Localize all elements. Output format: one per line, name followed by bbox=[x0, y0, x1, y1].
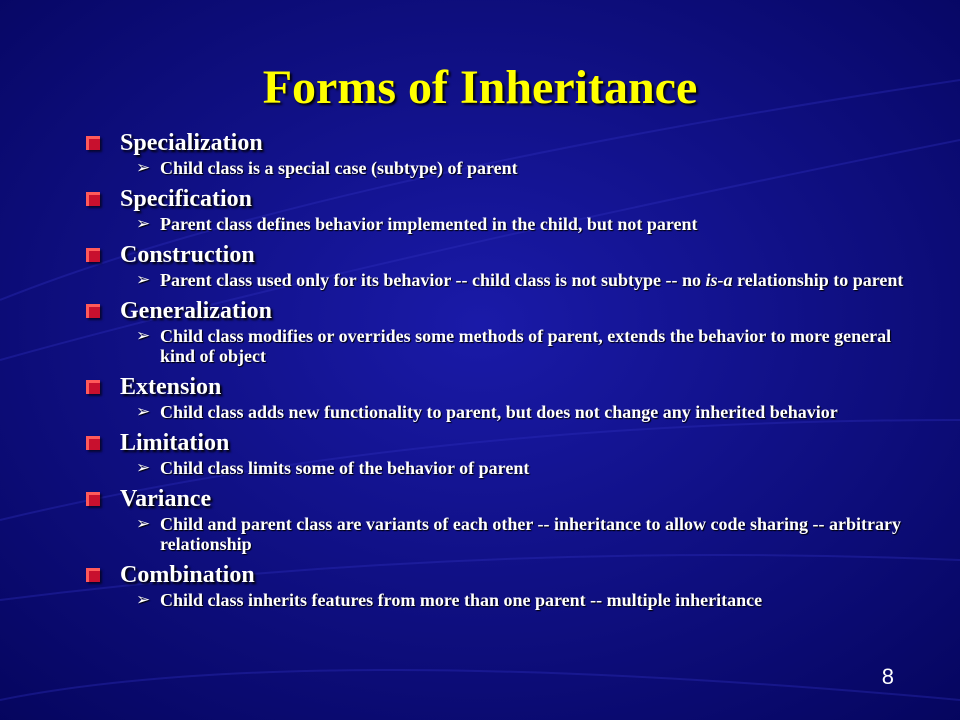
arrow-bullet-icon: ➢ bbox=[136, 458, 151, 478]
item-description: Parent class defines behavior implemented in the child, but not parent bbox=[160, 214, 698, 234]
square-bullet-icon bbox=[86, 568, 100, 582]
list-item bbox=[84, 128, 904, 184]
item-heading: Limitation bbox=[120, 430, 230, 456]
list-item bbox=[84, 560, 904, 610]
item-heading: Variance bbox=[120, 486, 212, 512]
square-bullet-icon bbox=[86, 492, 100, 506]
arrow-bullet-icon: ➢ bbox=[136, 158, 151, 178]
item-description: Child class is a special case (subtype) of parent bbox=[160, 158, 518, 178]
item-heading: Generalization bbox=[120, 298, 272, 324]
list-item bbox=[84, 184, 904, 240]
arrow-bullet-icon: ➢ bbox=[136, 402, 151, 422]
list-item bbox=[84, 428, 904, 484]
item-description: Parent class used only for its behavior -- child class is not subtype -- no is-a relationship to parent bbox=[160, 270, 904, 290]
square-bullet-icon bbox=[86, 304, 100, 318]
item-description: Child class inherits features from more than one parent -- multiple inheritance bbox=[160, 590, 763, 610]
item-heading: Construction bbox=[120, 242, 255, 268]
square-bullet-icon bbox=[86, 248, 100, 262]
arrow-bullet-icon: ➢ bbox=[136, 214, 151, 234]
arrow-bullet-icon: ➢ bbox=[136, 514, 151, 534]
square-bullet-icon bbox=[86, 436, 100, 450]
list-item bbox=[84, 240, 904, 296]
square-bullet-icon bbox=[86, 136, 100, 150]
page-number: 8 bbox=[881, 664, 894, 689]
slide-title: Forms of Inheritance bbox=[262, 61, 698, 114]
item-heading: Extension bbox=[120, 374, 222, 400]
arrow-bullet-icon: ➢ bbox=[136, 270, 151, 290]
list-item bbox=[84, 296, 904, 372]
bullet-list bbox=[84, 128, 904, 610]
square-bullet-icon bbox=[86, 192, 100, 206]
item-description: Child class modifies or overrides some methods of parent, extends the behavior to more general kind of object bbox=[160, 326, 892, 366]
item-description: Child class adds new functionality to parent, but does not change any inherited behavior bbox=[160, 402, 838, 422]
arrow-bullet-icon: ➢ bbox=[136, 326, 151, 346]
list-item bbox=[84, 372, 904, 428]
item-heading: Specification bbox=[120, 186, 252, 212]
item-description: Child class limits some of the behavior of parent bbox=[160, 458, 530, 478]
item-heading: Specialization bbox=[120, 130, 263, 156]
list-item bbox=[84, 484, 904, 560]
arrow-bullet-icon: ➢ bbox=[136, 590, 151, 610]
item-heading: Combination bbox=[120, 562, 255, 588]
is-a-emphasis: is-a bbox=[705, 270, 733, 290]
item-description: Child and parent class are variants of each other -- inheritance to allow code sharing -- arbitrary relationship bbox=[160, 514, 901, 554]
square-bullet-icon bbox=[86, 380, 100, 394]
